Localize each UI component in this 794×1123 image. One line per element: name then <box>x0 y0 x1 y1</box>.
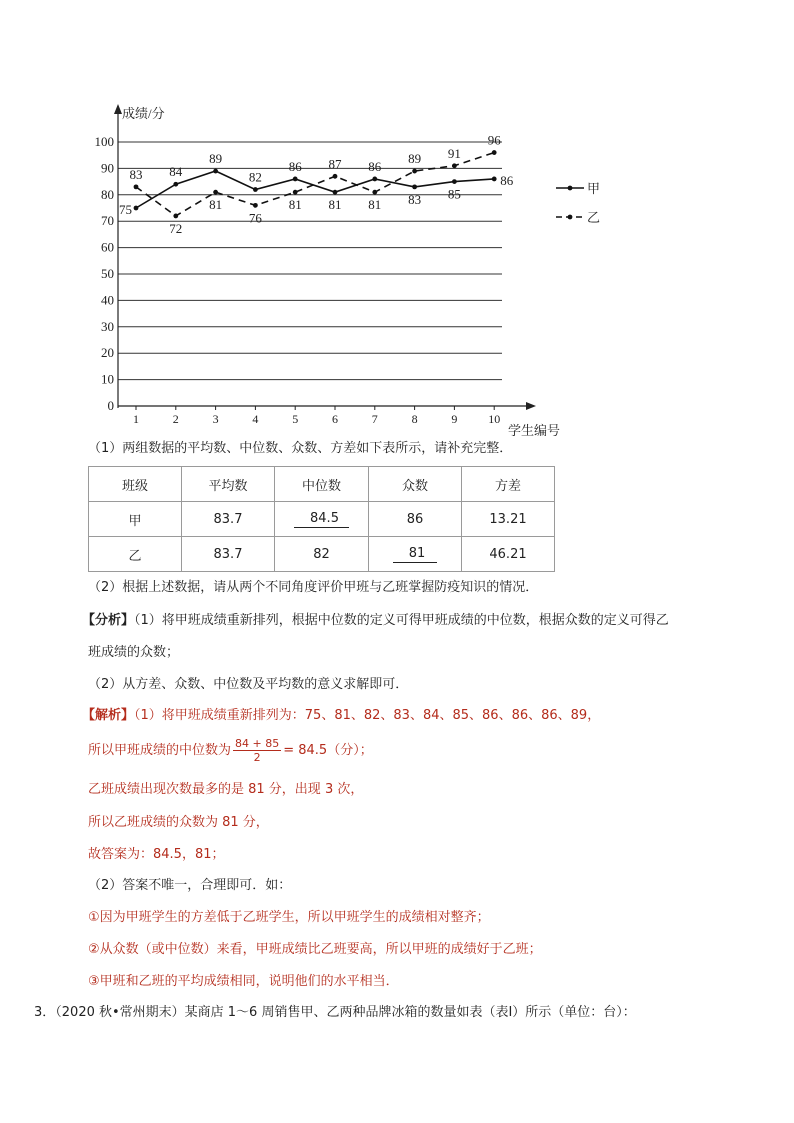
data-label: 75 <box>119 202 132 217</box>
fraction-numerator: 84 + 85 <box>235 737 280 750</box>
table-cell: 86 <box>369 502 462 537</box>
x-tick-label: 1 <box>133 412 139 426</box>
solution-line-8: ②从众数（或中位数）来看，甲班成绩比乙班要高，所以甲班的成绩好于乙班； <box>88 942 542 957</box>
data-label: 89 <box>209 151 223 167</box>
header-cell: 方差 <box>462 467 555 502</box>
data-point <box>452 179 457 184</box>
table-cell: 乙 <box>89 537 182 572</box>
data-label: 81 <box>209 197 223 213</box>
x-tick-labels <box>133 406 500 426</box>
data-label: 96 <box>487 132 501 148</box>
data-label: 83 <box>408 191 422 207</box>
data-point <box>412 169 417 174</box>
table-cell: 83.7 <box>182 537 275 572</box>
solution-line-4: 所以乙班成绩的众数为 81 分， <box>88 815 269 830</box>
y-tick-label: 0 <box>107 398 114 413</box>
table-cell: 46.21 <box>462 537 555 572</box>
data-point <box>333 190 338 195</box>
y-tick-label: 80 <box>101 186 114 202</box>
data-label: 72 <box>169 220 183 236</box>
y-tick-label: 100 <box>94 134 114 149</box>
x-axis-label: 学生编号 <box>508 423 561 436</box>
y-tick-label: 70 <box>101 213 114 229</box>
question-2-text: （2）根据上述数据，请从两个不同角度评价甲班与乙班掌握防疫知识的情况． <box>88 580 539 595</box>
analysis-text: （1）将甲班成绩重新排列，根据中位数的定义可得甲班成绩的中位数，根据众数的定义可得乙 <box>134 613 669 628</box>
legend-marker <box>568 186 573 191</box>
fraction <box>233 737 281 764</box>
data-point <box>452 163 457 168</box>
data-label: 86 <box>500 172 514 188</box>
x-tick-label: 3 <box>212 412 219 426</box>
data-label: 91 <box>447 145 461 161</box>
data-point <box>412 184 417 189</box>
table-row <box>89 537 555 572</box>
data-label: 81 <box>368 197 382 213</box>
solution-line-9: ③甲班和乙班的平均成绩相同，说明他们的水平相当． <box>88 974 399 989</box>
data-point <box>213 169 218 174</box>
data-point <box>372 177 377 182</box>
y-tick-label: 40 <box>101 292 114 308</box>
legend-label: 乙 <box>587 210 601 225</box>
table-cell: 82 <box>275 537 369 572</box>
solution-line-5: 故答案为：84.5，81； <box>88 847 225 862</box>
y-tick-label: 60 <box>101 239 114 255</box>
data-point <box>253 187 258 192</box>
data-point <box>134 184 139 189</box>
data-label: 85 <box>447 186 461 202</box>
series-line-jia <box>136 171 494 208</box>
solution-line-3: 乙班成绩出现次数最多的是 81 分，出现 3 次， <box>88 782 364 797</box>
data-label: 86 <box>368 158 382 174</box>
chart-series <box>134 150 497 218</box>
table-cell <box>275 502 369 537</box>
y-tick-label: 90 <box>101 160 114 176</box>
x-axis-arrow <box>526 402 536 410</box>
data-point <box>293 190 298 195</box>
x-tick-label: 4 <box>252 412 259 426</box>
y-axis-arrow <box>114 104 122 114</box>
x-tick-label: 7 <box>371 412 378 426</box>
header-cell: 班级 <box>89 467 182 502</box>
analysis-line-1 <box>82 612 669 630</box>
data-label: 86 <box>288 158 302 174</box>
y-tick-labels <box>95 134 115 413</box>
fraction-denominator: 2 <box>253 751 261 764</box>
solution-text: = 84.5（分）； <box>283 743 373 758</box>
y-tick-label: 10 <box>101 371 114 387</box>
data-label: 89 <box>408 151 422 167</box>
x-tick-label: 8 <box>411 412 418 426</box>
header-cell: 众数 <box>369 467 462 502</box>
data-label: 81 <box>328 197 342 213</box>
table-row <box>89 502 555 537</box>
y-tick-label: 20 <box>101 345 114 361</box>
answer-blank: 81 <box>393 546 438 563</box>
x-tick-label: 9 <box>451 412 458 426</box>
data-point <box>253 203 258 208</box>
data-point <box>213 190 218 195</box>
solution-text: （1）将甲班成绩重新排列为：75、81、82、83、84、85、86、86、86、89， <box>134 708 601 723</box>
data-point <box>293 177 298 182</box>
chart-axes <box>114 104 536 410</box>
analysis-line-3: （2）从方差、众数、中位数及平均数的意义求解即可． <box>88 677 409 692</box>
data-point <box>173 214 178 219</box>
solution-line-6: （2）答案不唯一，合理即可．如： <box>88 878 292 893</box>
question-1-text: （1）两组数据的平均数、中位数、众数、方差如下表所示，请补充完整． <box>88 441 513 456</box>
x-tick-label: 6 <box>332 412 338 426</box>
solution-text: 所以甲班成绩的中位数为 <box>88 743 232 758</box>
stats-table <box>88 466 555 572</box>
table-cell <box>369 537 462 572</box>
x-tick-label: 5 <box>292 412 299 426</box>
data-point <box>372 190 377 195</box>
solution-tag: 【解析】 <box>82 708 135 723</box>
data-label: 84 <box>169 164 183 180</box>
table-cell: 83.7 <box>182 502 275 537</box>
table-cell: 甲 <box>89 502 182 537</box>
next-question-text: 3．（2020 秋•常州期末）某商店 1～6 周销售甲、乙两种品牌冰箱的数量如表（表Ⅰ）所示（单位：台）： <box>34 1005 636 1020</box>
data-point <box>134 206 139 211</box>
legend-label: 甲 <box>587 181 601 196</box>
data-label: 76 <box>248 210 262 226</box>
line-chart <box>90 96 650 436</box>
header-cell: 平均数 <box>182 467 275 502</box>
data-point <box>492 150 497 155</box>
solution-line-1 <box>82 707 600 725</box>
y-tick-label: 30 <box>101 318 114 334</box>
data-label: 81 <box>288 197 302 213</box>
header-cell: 中位数 <box>275 467 369 502</box>
data-point <box>333 174 338 179</box>
chart-legend <box>556 181 600 225</box>
data-label: 82 <box>248 169 262 185</box>
y-tick-label: 50 <box>101 266 114 281</box>
legend-marker <box>568 215 573 220</box>
table-cell: 13.21 <box>462 502 555 537</box>
table-header-row <box>89 467 555 502</box>
analysis-line-2: 班成绩的众数； <box>88 645 180 660</box>
answer-blank: 84.5 <box>294 511 349 528</box>
data-point <box>173 182 178 187</box>
data-label: 83 <box>129 166 143 182</box>
analysis-tag: 【分析】 <box>82 613 135 628</box>
data-label: 87 <box>328 156 342 172</box>
x-tick-label: 10 <box>488 412 501 426</box>
solution-line-7: ①因为甲班学生的方差低于乙班学生，所以甲班学生的成绩相对整齐； <box>88 910 490 925</box>
data-point <box>492 177 497 182</box>
x-tick-label: 2 <box>172 412 179 426</box>
solution-line-2 <box>88 736 373 766</box>
y-axis-label: 成绩/分 <box>122 106 165 121</box>
